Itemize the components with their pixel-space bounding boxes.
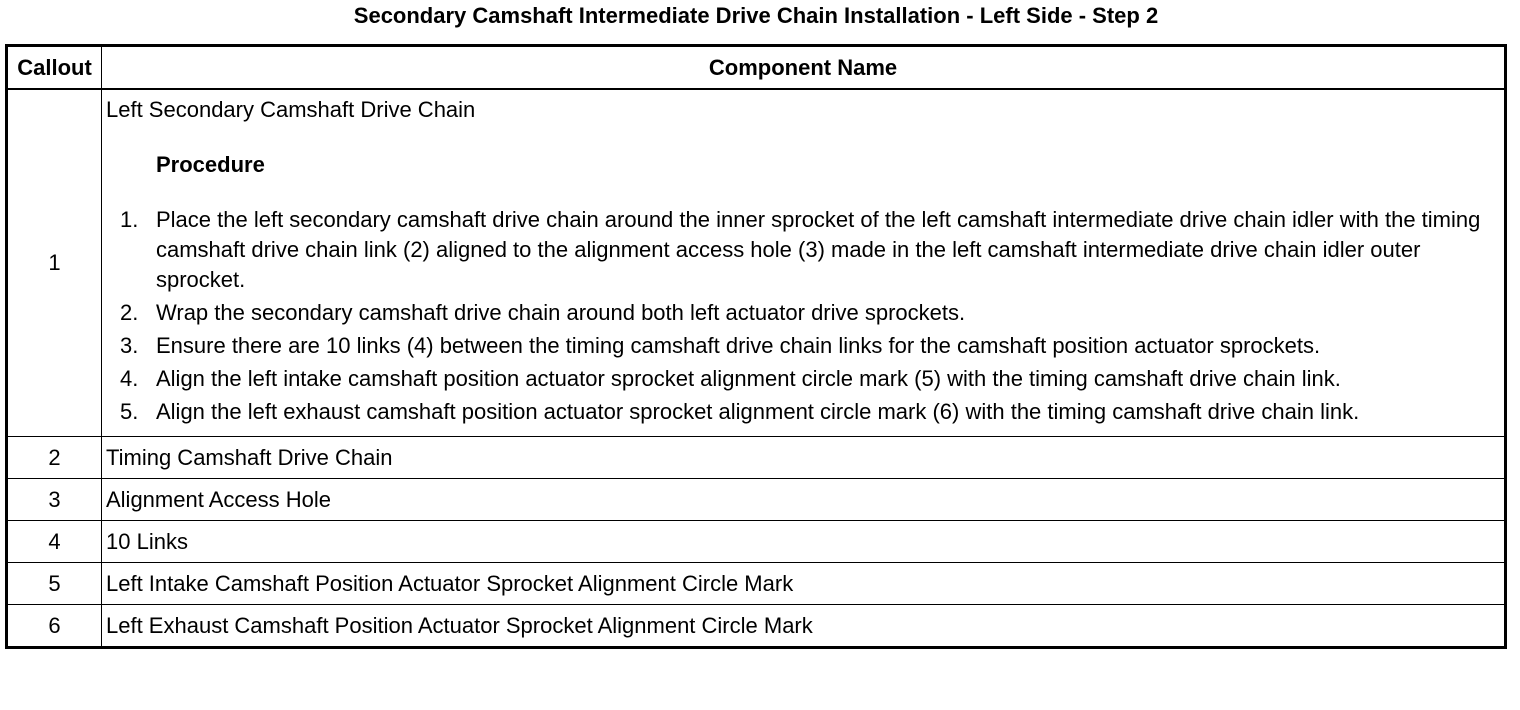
step-text: Wrap the secondary camshaft drive chain around both left actuator drive sprockets. bbox=[156, 300, 966, 325]
table-row bbox=[7, 563, 1506, 605]
step-text: Place the left secondary camshaft drive chain around the inner sprocket of the left camshaft intermediate drive chain idler with the timing camshaft drive chain link (2) aligned to the alignment access hole (3) made in the left camshaft intermediate drive chain idler outer sprocket. bbox=[156, 207, 1481, 292]
callout-number: 6 bbox=[7, 605, 102, 648]
procedure-step bbox=[106, 364, 1504, 394]
table-row bbox=[7, 89, 1506, 437]
procedure-title: Procedure bbox=[156, 152, 265, 177]
table-row bbox=[7, 437, 1506, 479]
header-component-name: Component Name bbox=[102, 46, 1506, 90]
component-name: Alignment Access Hole bbox=[102, 479, 1506, 521]
step-number: 1. bbox=[120, 207, 139, 232]
callout-number: 5 bbox=[7, 563, 102, 605]
step-number: 5. bbox=[120, 399, 139, 424]
procedure-step bbox=[106, 331, 1504, 361]
step-number: 4. bbox=[120, 366, 139, 391]
table-row bbox=[7, 605, 1506, 648]
callout-number: 1 bbox=[7, 89, 102, 437]
step-number: 3. bbox=[120, 333, 139, 358]
callout-number: 2 bbox=[7, 437, 102, 479]
step-text: Ensure there are 10 links (4) between the timing camshaft drive chain links for the camshaft position actuator sprockets. bbox=[156, 333, 1321, 358]
table-header-row bbox=[7, 46, 1506, 90]
procedure-step bbox=[106, 397, 1504, 427]
component-name-cell bbox=[102, 89, 1506, 437]
procedure-step bbox=[106, 298, 1504, 328]
component-name: Left Exhaust Camshaft Position Actuator Sprocket Alignment Circle Mark bbox=[102, 605, 1506, 648]
step-text: Align the left exhaust camshaft position actuator sprocket alignment circle mark (6) with the timing camshaft drive chain link. bbox=[156, 399, 1360, 424]
component-name: Left Intake Camshaft Position Actuator Sprocket Alignment Circle Mark bbox=[102, 563, 1506, 605]
procedure-step bbox=[106, 205, 1504, 295]
step-text: Align the left intake camshaft position actuator sprocket alignment circle mark (5) with the timing camshaft drive chain link. bbox=[156, 366, 1341, 391]
step-number: 2. bbox=[120, 300, 139, 325]
component-name: Left Secondary Camshaft Drive Chain bbox=[106, 97, 476, 122]
component-name: Timing Camshaft Drive Chain bbox=[102, 437, 1506, 479]
callout-number: 4 bbox=[7, 521, 102, 563]
procedure-steps bbox=[106, 205, 1504, 427]
callout-number: 3 bbox=[7, 479, 102, 521]
component-name: 10 Links bbox=[102, 521, 1506, 563]
page-title: Secondary Camshaft Intermediate Drive Chain Installation - Left Side - Step 2 bbox=[353, 3, 1159, 28]
callout-table bbox=[5, 44, 1507, 649]
table-row bbox=[7, 479, 1506, 521]
table-row bbox=[7, 521, 1506, 563]
header-callout: Callout bbox=[7, 46, 102, 90]
